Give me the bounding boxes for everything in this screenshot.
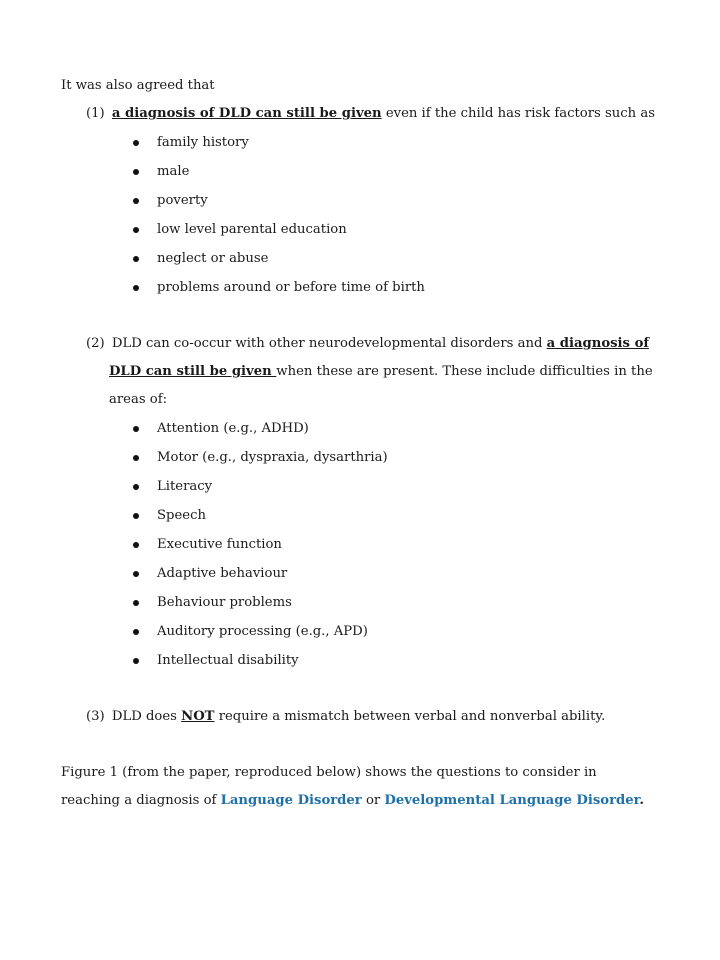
item-1-number: (1) <box>86 106 105 121</box>
bullet-icon <box>133 169 139 175</box>
list-item-label: family history <box>157 135 249 150</box>
item-2-emphasis-part-2: DLD can still be given <box>109 364 277 379</box>
bullet-icon <box>133 513 139 519</box>
figure-paragraph-line-1: Figure 1 (from the paper, reproduced below) shows the questions to consider in <box>61 765 597 780</box>
bullet-icon <box>133 256 139 262</box>
bullet-icon <box>133 285 139 291</box>
item-2-text: DLD can co-occur with other neurodevelopmental disorders and <box>111 336 547 351</box>
item-1-emphasis: a diagnosis of DLD can still be given <box>111 106 382 121</box>
figure-paragraph-line-2 <box>61 792 644 810</box>
bullet-icon <box>133 484 139 490</box>
list-item-label: neglect or abuse <box>157 251 269 266</box>
figure-paragraph-connector: or <box>361 793 385 808</box>
list-item-label: Auditory processing (e.g., APD) <box>157 624 368 639</box>
item-3-number: (3) <box>86 709 105 724</box>
list-item-label: problems around or before time of birth <box>157 280 425 295</box>
item-2-number: (2) <box>86 336 105 351</box>
list-item-label: Literacy <box>157 479 213 494</box>
bullet-icon <box>133 600 139 606</box>
item-2-line-1 <box>86 335 649 353</box>
item-2-line-2 <box>109 363 653 381</box>
item-2-text-continued: when these are present. These include difficulties in the <box>276 364 653 379</box>
item-1-text: even if the child has risk factors such as <box>381 106 655 121</box>
figure-paragraph-text: reaching a diagnosis of <box>61 793 221 808</box>
list-item-label: Executive function <box>157 537 282 552</box>
bullet-icon <box>133 198 139 204</box>
bullet-icon <box>133 227 139 233</box>
bullet-icon <box>133 658 139 664</box>
bullet-icon <box>133 571 139 577</box>
bullet-icon <box>133 629 139 635</box>
item-2-line-3: areas of: <box>109 392 168 407</box>
bullet-icon <box>133 426 139 432</box>
intro-text: It was also agreed that <box>61 78 215 93</box>
item-3-text: DLD does <box>111 709 182 724</box>
item-1-line <box>86 105 655 123</box>
list-item-label: Behaviour problems <box>157 595 292 610</box>
list-item-label: Adaptive behaviour <box>157 566 288 581</box>
list-item-label: poverty <box>157 193 208 208</box>
language-disorder-term: Language Disorder <box>220 793 362 808</box>
item-3-emphasis: NOT <box>181 709 215 724</box>
bullet-icon <box>133 542 139 548</box>
list-item-label: Speech <box>157 508 206 523</box>
item-2-emphasis-part-1: a diagnosis of <box>546 336 650 351</box>
bullet-icon <box>133 140 139 146</box>
item-3-text-continued: require a mismatch between verbal and nonverbal ability. <box>214 709 606 724</box>
list-item-label: low level parental education <box>157 222 347 237</box>
list-item-label: Attention (e.g., ADHD) <box>157 421 309 436</box>
figure-paragraph-end: . <box>639 793 644 808</box>
list-item-label: male <box>157 164 190 179</box>
list-item-label: Intellectual disability <box>157 653 299 668</box>
developmental-language-disorder-term: Developmental Language Disorder <box>384 793 640 808</box>
item-3-line <box>86 708 605 726</box>
bullet-icon <box>133 455 139 461</box>
list-item-label: Motor (e.g., dyspraxia, dysarthria) <box>157 450 388 465</box>
